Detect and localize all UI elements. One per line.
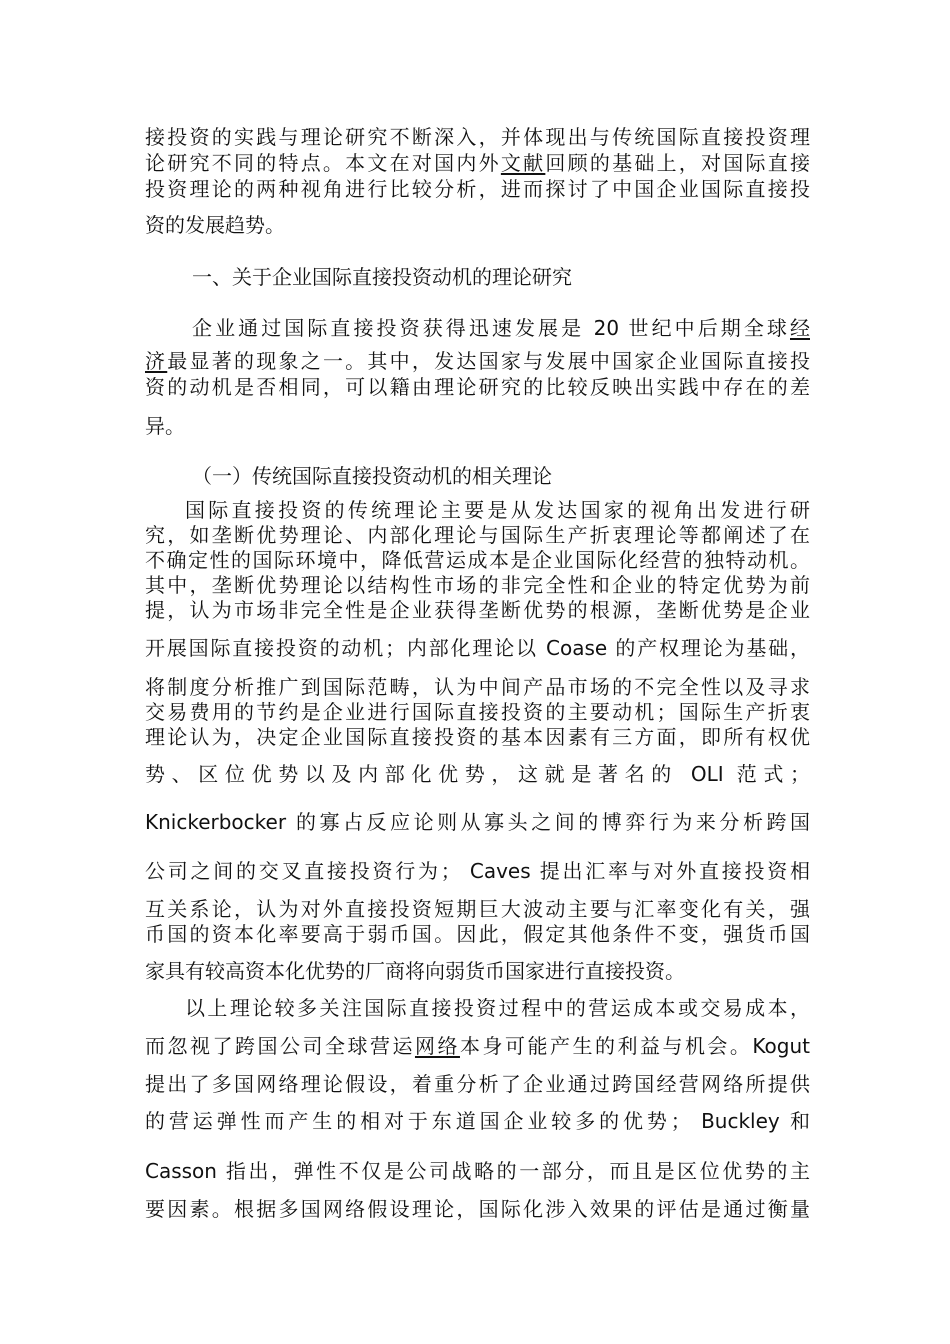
link-literature[interactable]: 文献 — [500, 151, 546, 175]
text-line: 接投资的实践与理论研究不断深入，并体现出与传统国际直接投资理 — [145, 125, 810, 149]
text-line: 以上理论较多关注国际直接投资过程中的营运成本或交易成本， — [185, 996, 810, 1020]
text-line: 势、区位优势以及内部化优势，这就是著名的 OLI 范式； — [145, 762, 810, 786]
text-line: 家具有较高资本化优势的厂商将向弱货币国家进行直接投资。 — [145, 959, 685, 983]
text-line: 的营运弹性而产生的相对于东道国企业较多的优势； Buckley 和 — [145, 1109, 810, 1133]
link-network[interactable]: 网络 — [414, 1034, 460, 1058]
text-line: 不确定性的国际环境中，降低营运成本是企业国际化经营的独特动机。 — [145, 548, 810, 572]
text-line: 币国的资本化率要高于弱币国。因此，假定其他条件不变，强货币国 — [145, 922, 810, 946]
text-line: 究，如垄断优势理论、内部化理论与国际生产折衷理论等都阐述了在 — [145, 523, 810, 547]
text-line: 将制度分析推广到国际范畴，认为中间产品市场的不完全性以及寻求 — [145, 675, 810, 699]
link-economy[interactable]: 经 — [790, 316, 810, 340]
text-line: 互关系论，认为对外直接投资短期巨大波动主要与汇率变化有关，强 — [145, 897, 810, 921]
text-line: 要因素。根据多国网络假设理论，国际化涉入效果的评估是通过衡量 — [145, 1197, 810, 1221]
text-line: 其中，垄断优势理论以结构性市场的非完全性和企业的特定优势为前 — [145, 573, 810, 597]
text-line: Casson 指出，弹性不仅是公司战略的一部分，而且是区位优势的主 — [145, 1159, 810, 1183]
text-line: 开展国际直接投资的动机；内部化理论以 Coase 的产权理论为基础， — [145, 636, 810, 660]
text-line: 而忽视了跨国公司全球营运网络本身可能产生的利益与机会。Kogut — [145, 1034, 810, 1058]
text-line: 提，认为市场非完全性是企业获得垄断优势的根源，垄断优势是企业 — [145, 598, 810, 622]
text-line: 投资理论的两种视角进行比较分析，进而探讨了中国企业国际直接投 — [145, 177, 810, 201]
text-line: 理论认为，决定企业国际直接投资的基本因素有三方面，即所有权优 — [145, 725, 810, 749]
text-line: 公司之间的交叉直接投资行为； Caves 提出汇率与对外直接投资相 — [145, 859, 810, 883]
text-line: 提出了多国网络理论假设，着重分析了企业通过跨国经营网络所提供 — [145, 1072, 810, 1096]
text-line: 异。 — [145, 414, 185, 438]
link-economy-cont[interactable]: 济 — [145, 349, 168, 373]
text-line: Knickerbocker 的寡占反应论则从寡头之间的博弈行为来分析跨国 — [145, 810, 810, 834]
text-line: 论研究不同的特点。本文在对国内外文献回顾的基础上，对国际直接 — [145, 151, 811, 175]
text-line: 济最显著的现象之一。其中，发达国家与发展中国家企业国际直接投 — [145, 349, 811, 373]
text-line: 交易费用的节约是企业进行国际直接投资的主要动机；国际生产折衷 — [145, 700, 810, 724]
text-line: 企业通过国际直接投资获得迅速发展是 20 世纪中后期全球经 — [192, 316, 810, 340]
section-heading: 一、关于企业国际直接投资动机的理论研究 — [192, 265, 572, 289]
text-line: 资的发展趋势。 — [145, 213, 285, 237]
subsection-heading: （一）传统国际直接投资动机的相关理论 — [192, 464, 552, 488]
text-line: 资的动机是否相同，可以籍由理论研究的比较反映出实践中存在的差 — [145, 375, 810, 399]
text-line: 国际直接投资的传统理论主要是从发达国家的视角出发进行研 — [185, 498, 810, 522]
